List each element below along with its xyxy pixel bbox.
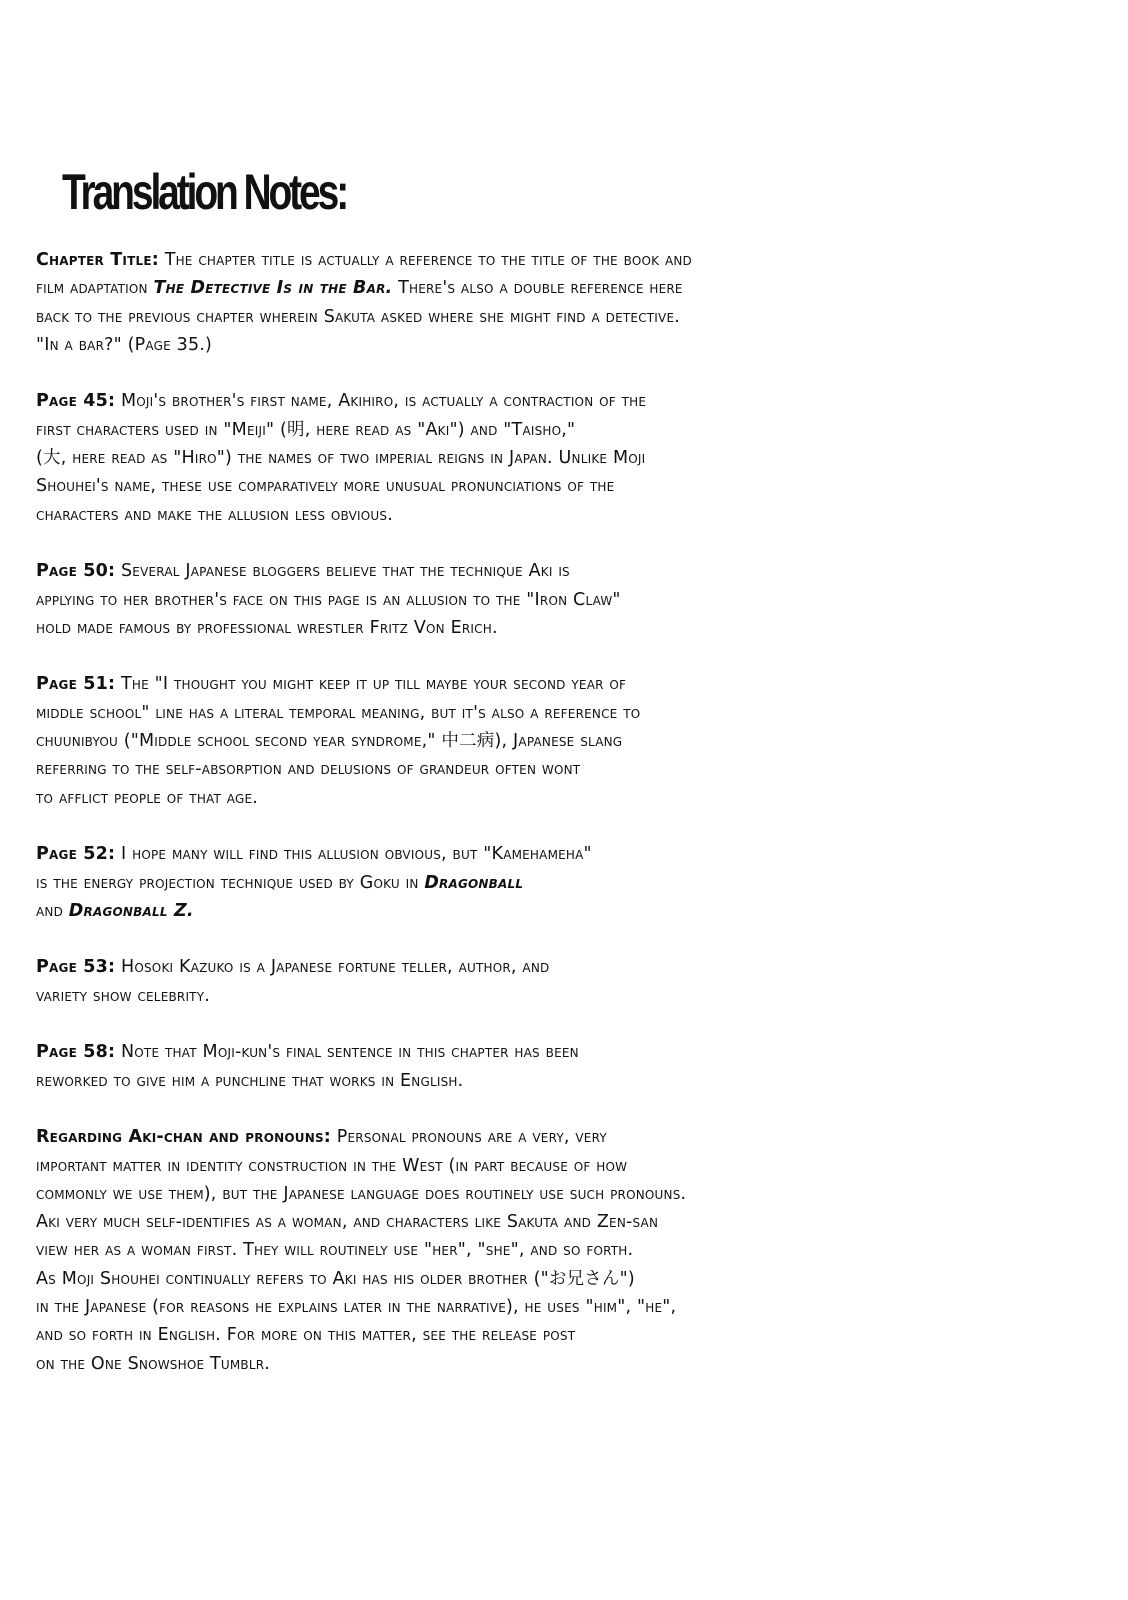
note-line: middle school" line has a literal temporal meaning, but it's also a reference to	[36, 702, 641, 723]
note-line: Regarding Aki-chan and pronouns: Personal pronouns are a very, very	[36, 1127, 607, 1148]
note-line: Page 53: Hosoki Kazuko is a Japanese fortune teller, author, and	[36, 957, 550, 978]
translation-note	[36, 1123, 1076, 1378]
translation-note	[36, 387, 1076, 528]
note-line: reworked to give him a punchline that works in English.	[36, 1070, 464, 1091]
note-line: important matter in identity construction in the West (in part because of how	[36, 1155, 628, 1176]
note-line: commonly we use them), but the Japanese language does routinely use such pronouns.	[36, 1183, 687, 1204]
note-line: characters and make the allusion less obvious.	[36, 504, 393, 525]
note-line: Aki very much self-identifies as a woman, and characters like Sakuta and Zen-san	[36, 1212, 659, 1233]
note-line: chuunibyou ("Middle school second year syndrome," 中二病), Japanese slang	[36, 731, 623, 752]
note-line: to afflict people of that age.	[36, 787, 259, 808]
note-label: Page 51:	[36, 674, 116, 695]
note-line: first characters used in "Meiji" (明, here read as "Aki") and "Taisho,"	[36, 419, 576, 440]
note-line: Page 45: Moji's brother's first name, Akihiro, is actually a contraction of the	[36, 391, 647, 412]
note-line: Chapter Title: The chapter title is actually a reference to the title of the book and	[36, 250, 692, 270]
translation-notes	[36, 246, 1076, 1406]
work-title: The Detective Is in the Bar.	[153, 278, 393, 299]
note-line: film adaptation The Detective Is in the Bar. There's also a double reference here	[36, 278, 683, 299]
note-line: Page 58: Note that Moji-kun's final sentence in this chapter has been	[36, 1042, 579, 1063]
translation-note	[36, 557, 1076, 642]
translation-note	[36, 670, 1076, 811]
note-line: applying to her brother's face on this page is an allusion to the "Iron Claw"	[36, 589, 621, 610]
work-title: Dragonball	[424, 872, 524, 893]
note-line: in the Japanese (for reasons he explains later in the narrative), he uses "him", "he",	[36, 1296, 677, 1317]
translation-note	[36, 1038, 1076, 1095]
note-label: Chapter Title:	[36, 250, 159, 270]
note-line: Shouhei's name, these use comparatively more unusual pronunciations of the	[36, 476, 615, 497]
translation-note	[36, 953, 1076, 1010]
note-label: Page 58:	[36, 1042, 116, 1063]
note-line: is the energy projection technique used by Goku in Dragonball	[36, 872, 524, 893]
note-line: "In a bar?" (Page 35.)	[36, 334, 213, 355]
note-line: Page 52: I hope many will find this allusion obvious, but "Kamehameha"	[36, 844, 592, 865]
note-label: Page 50:	[36, 561, 116, 582]
note-line: hold made famous by professional wrestler Fritz Von Erich.	[36, 617, 498, 638]
note-line: back to the previous chapter wherein Sakuta asked where she might find a detective.	[36, 306, 680, 327]
note-line: As Moji Shouhei continually refers to Aki has his older brother ("お兄さん")	[36, 1268, 635, 1289]
note-line: and so forth in English. For more on this matter, see the release post	[36, 1325, 576, 1346]
work-title: Dragonball Z.	[68, 900, 194, 921]
note-line: (大, here read as "Hiro") the names of two imperial reigns in Japan. Unlike Moji	[36, 448, 646, 469]
translation-note	[36, 246, 1076, 359]
note-label: Page 52:	[36, 844, 116, 865]
note-label: Page 45:	[36, 391, 116, 412]
page-title: Translation Notes:	[62, 164, 347, 220]
note-line: variety show celebrity.	[36, 985, 211, 1006]
note-label: Page 53:	[36, 957, 116, 978]
note-line: Page 50: Several Japanese bloggers believe that the technique Aki is	[36, 561, 570, 582]
note-line: Page 51: The "I thought you might keep it up till maybe your second year of	[36, 674, 627, 695]
note-line: and Dragonball Z.	[36, 900, 194, 921]
note-line: referring to the self-absorption and delusions of grandeur often wont	[36, 759, 581, 780]
note-label: Regarding Aki-chan and pronouns:	[36, 1127, 331, 1148]
note-line: view her as a woman first. They will routinely use "her", "she", and so forth.	[36, 1240, 634, 1261]
translation-note	[36, 840, 1076, 925]
note-line: on the One Snowshoe Tumblr.	[36, 1353, 271, 1374]
